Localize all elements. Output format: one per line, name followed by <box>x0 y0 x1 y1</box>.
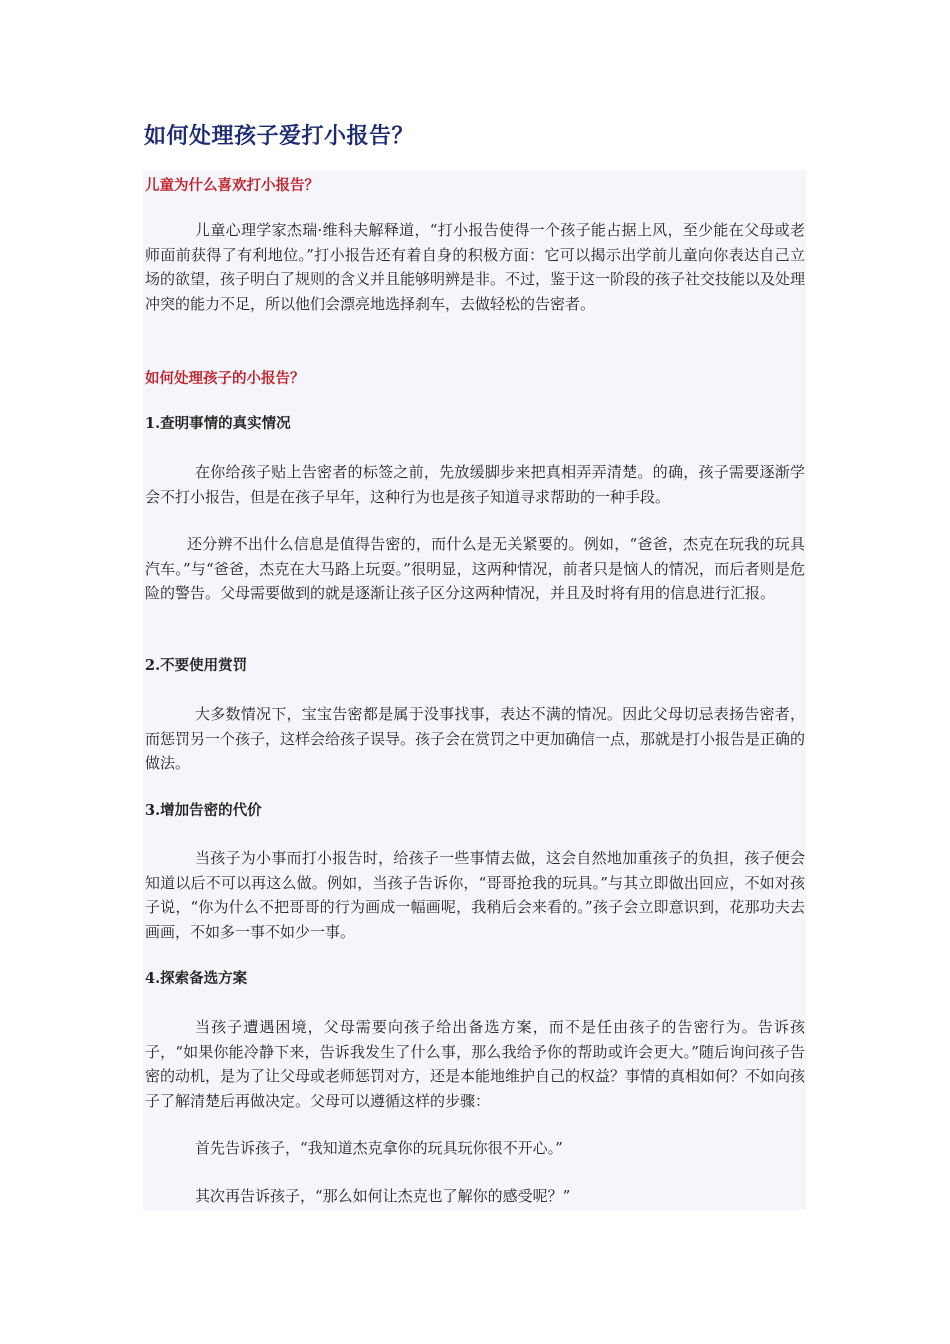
paragraph-step1-1: 在你给孩子贴上告密者的标签之前，先放缓脚步来把真相弄弄清楚。的确，孩子需要逐渐学会不打小报告，但是在孩子早年，这种行为也是孩子知道寻求帮助的一种手段。 <box>145 463 805 506</box>
paragraph-step4-second: 其次再告诉孩子，“那么如何让杰克也了解你的感受呢？” <box>195 1187 571 1205</box>
article-body <box>143 170 806 1210</box>
page-title: 如何处理孩子爱打小报告？ <box>144 123 415 149</box>
paragraph-step2: 大多数情况下，宝宝告密都是属于没事找事，表达不满的情况。因此父母切忌表扬告密者，而惩罚另一个孩子，这样会给孩子误导。孩子会在赏罚之中更加确信一点，那就是打小报告是正确的做法。 <box>145 705 806 772</box>
paragraph-step3: 当孩子为小事而打小报告时，给孩子一些事情去做，这会自然地加重孩子的负担，孩子便会知道以后不可以再这么做。例如，当孩子告诉你，“哥哥抢我的玩具。”与其立即做出回应，不如对孩子说，“你为什么不把哥哥的行为画成一幅画呢，我稍后会来看的。”孩子会立即意识到，花那功夫去画画，不如多一事不如少一事。 <box>145 849 805 941</box>
paragraph-step4: 当孩子遭遇困境，父母需要向孩子给出备选方案，而不是任由孩子的告密行为。告诉孩子，“如果你能冷静下来，告诉我发生了什么事，那么我给予你的帮助或许会更大。”随后询问孩子告密的动机，是为了让父母或老师惩罚对方，还是本能地维护自己的权益？事情的真相如何？不如向孩子了解清楚后再做决定。父母可以遵循这样的步骤： <box>145 1018 806 1110</box>
section-heading-why: 儿童为什么喜欢打小报告？ <box>145 177 319 194</box>
paragraph-step1-2: 还分辨不出什么信息是值得告密的，而什么是无关紧要的。例如，“爸爸，杰克在玩我的玩具汽车。”与“爸爸，杰克在大马路上玩耍。”很明显，这两种情况，前者只是恼人的情况，而后者则是危险的警告。父母需要做到的就是逐渐让孩子区分这两种情况，并且及时将有用的信息进行汇报。 <box>145 535 805 602</box>
paragraph-why: 儿童心理学家杰瑞·维科夫解释道，“打小报告使得一个孩子能占据上风，至少能在父母或老师面前获得了有利地位。”打小报告还有着自身的积极方面：它可以揭示出学前儿童向你表达自己立场的欲望，孩子明白了规则的含义并且能够明辨是非。不过，鉴于这一阶段的孩子社交技能以及处理冲突的能力不足，所以他们会漂亮地选择刹车，去做轻松的告密者。 <box>145 221 806 313</box>
section-heading-how: 如何处理孩子的小报告？ <box>145 370 305 387</box>
step-heading-4: 4.探索备选方案 <box>145 970 248 987</box>
step-heading-2: 2.不要使用赏罚 <box>145 657 248 674</box>
step-heading-1: 1.查明事情的真实情况 <box>145 415 291 432</box>
step-heading-3: 3.增加告密的代价 <box>145 802 262 819</box>
paragraph-step4-first: 首先告诉孩子，“我知道杰克拿你的玩具玩你很不开心。” <box>195 1139 563 1157</box>
